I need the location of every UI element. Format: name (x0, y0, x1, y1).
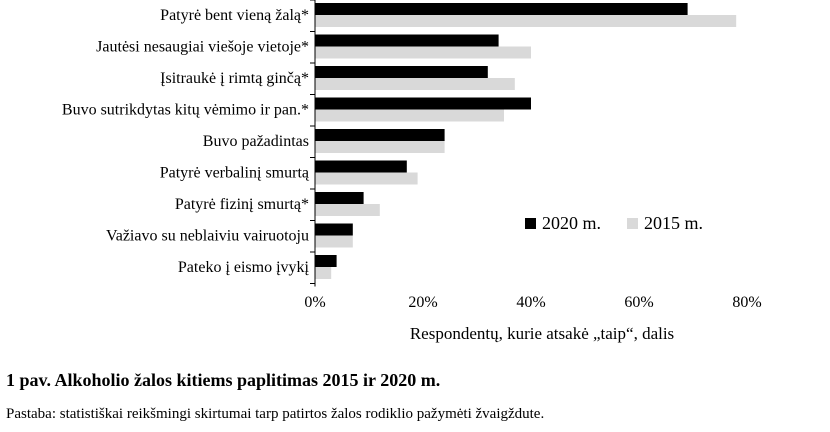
x-tick-label: 60% (624, 294, 654, 311)
x-tick-label: 20% (408, 294, 438, 311)
x-tick-label: 80% (732, 294, 762, 311)
figure-note: Pastaba: statistiškai reikšmingi skirtumai tarp patirtos žalos rodiklio pažymėti žvaigždute. (6, 406, 545, 422)
category-label: Patyrė bent vieną žalą* (160, 7, 309, 24)
bar-series-2-3 (315, 110, 504, 122)
bar-series-1-5 (315, 161, 407, 173)
bar-series-2-7 (315, 236, 353, 248)
bar-series-1-4 (315, 129, 445, 141)
bar-series-2-0 (315, 15, 736, 27)
bar-series-2-8 (315, 267, 331, 279)
bar-series-1-2 (315, 66, 488, 78)
bar-series-2-5 (315, 173, 418, 185)
category-label: Įsitraukė į rimtą ginčą* (160, 70, 309, 87)
x-axis-title: Respondentų, kurie atsakė „taip“, dalis (409, 324, 675, 343)
bar-series-2-6 (315, 204, 380, 216)
category-label: Patyrė fizinį smurtą* (174, 196, 309, 213)
bar-series-2-4 (315, 141, 445, 153)
category-label: Jautėsi nesaugiai viešoje vietoje* (96, 38, 309, 56)
bar-series-1-7 (315, 224, 353, 236)
category-label: Buvo pažadintas (202, 133, 309, 150)
x-tick-label: 0% (304, 294, 326, 311)
category-label: Pateko į eismo įvykį (177, 259, 309, 276)
category-label: Patyrė verbalinį smurtą (159, 164, 309, 182)
bar-series-2-1 (315, 47, 531, 59)
bar-series-1-6 (315, 192, 364, 204)
category-label: Buvo sutrikdytas kitų vėmimo ir pan.* (61, 101, 309, 119)
bar-series-1-0 (315, 3, 688, 15)
bar-series-1-1 (315, 35, 499, 47)
figure-caption: 1 pav. Alkoholio žalos kitiems paplitimas 2015 ir 2020 m. (6, 370, 441, 390)
bar-series-1-3 (315, 98, 531, 110)
bar-series-2-2 (315, 78, 515, 90)
x-tick-label: 40% (516, 294, 546, 311)
category-label: Važiavo su neblaiviu vairuotoju (105, 227, 309, 245)
bar-series-1-8 (315, 255, 337, 267)
legend-swatch-1 (525, 218, 536, 229)
legend-label-2: 2015 m. (644, 213, 704, 233)
legend-label-1: 2020 m. (542, 213, 602, 233)
legend-swatch-2 (627, 218, 638, 229)
